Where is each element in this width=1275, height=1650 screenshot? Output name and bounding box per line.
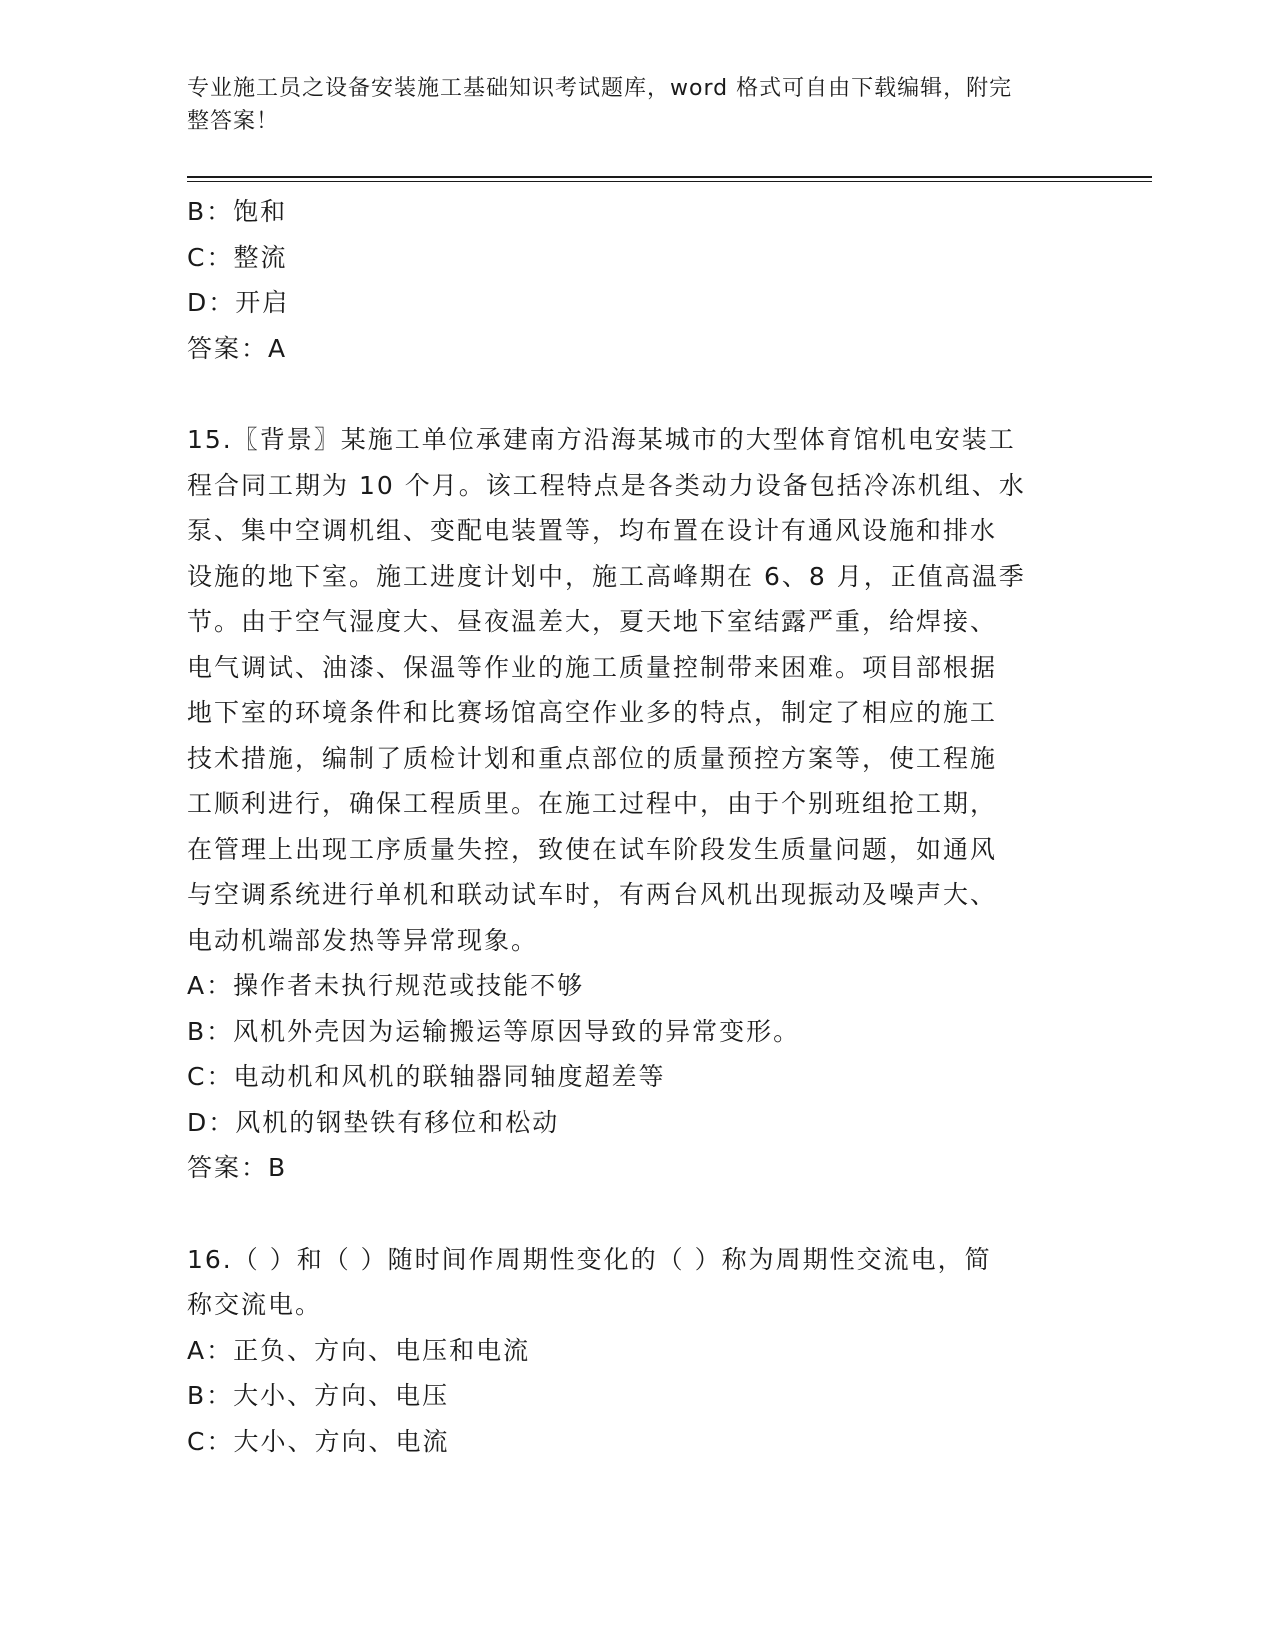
q15-stem-line: 技术措施，编制了质检计划和重点部位的质量预控方案等，使工程施 (187, 743, 998, 773)
q15-stem-line: 在管理上出现工序质量失控，致使在试车阶段发生质量问题，如通风 (187, 834, 998, 864)
question-16 (187, 1237, 1087, 1465)
q16-stem-line-2: 称交流电。 (187, 1290, 323, 1319)
q15-stem-line: 程合同工期为 10 个月。该工程特点是各类动力设备包括冷冻机组、水 (187, 470, 1026, 500)
q15-stem-line: 工顺利进行，确保工程质里。在施工过程中，由于个别班组抢工期， (187, 789, 998, 818)
header-rule-thin (187, 181, 1152, 182)
q14-option-b: B：饱和 (187, 197, 288, 226)
q14-option-d: D：开启 (187, 288, 290, 317)
q15-stem-line: 电动机端部发热等异常现象。 (187, 925, 539, 955)
q15-stem-line: 电气调试、油漆、保温等作业的施工质量控制带来困难。项目部根据 (187, 652, 998, 682)
question-spacer (187, 1191, 1087, 1237)
q15-stem-line: 泵、集中空调机组、变配电装置等，均布置在设计有通风设施和排水 (187, 516, 998, 545)
document-header (187, 72, 1067, 138)
q15-stem-line: 地下室的环境条件和比赛场馆高空作业多的特点，制定了相应的施工 (187, 698, 998, 727)
q15-stem-line: 设施的地下室。施工进度计划中，施工高峰期在 6、8 月，正值高温季 (187, 561, 1026, 591)
q15-stem-line: 与空调系统进行单机和联动试车时，有两台风机出现振动及噪声大、 (187, 880, 998, 909)
q16-option-b: B：大小、方向、电压 (187, 1381, 450, 1410)
question-15 (187, 417, 1087, 1191)
q15-option-b: B：风机外壳因为运输搬运等原因导致的异常变形。 (187, 1016, 801, 1046)
question-14-tail (187, 189, 1087, 371)
q15-stem-line: 15.〖背景〗某施工单位承建南方沿海某城市的大型体育馆机电安装工 (187, 425, 1016, 454)
header-title-line-2: 整答案！ (187, 109, 280, 134)
q16-stem-line-1: 16.（ ）和（ ）随时间作周期性变化的（ ）称为周期性交流电，简 (187, 1244, 992, 1274)
q15-answer: 答案：B (187, 1153, 288, 1182)
q14-answer: 答案：A (187, 333, 288, 363)
header-title-line-1: 专业施工员之设备安装施工基础知识考试题库，word 格式可自由下载编辑，附完 (187, 76, 1013, 101)
q14-option-c: C：整流 (187, 242, 288, 272)
header-rule-thick (187, 176, 1152, 178)
q16-option-a: A：正负、方向、电压和电流 (187, 1335, 531, 1365)
question-spacer (187, 371, 1087, 417)
q16-option-c: C：大小、方向、电流 (187, 1426, 450, 1456)
q15-option-a: A：操作者未执行规范或技能不够 (187, 971, 585, 1000)
q15-stem-line: 节。由于空气湿度大、昼夜温差大，夏天地下室结露严重，给焊接、 (187, 607, 998, 636)
q15-option-c: C：电动机和风机的联轴器同轴度超差等 (187, 1062, 666, 1091)
document-body (187, 189, 1087, 1464)
q15-option-d: D：风机的钢垫铁有移位和松动 (187, 1107, 560, 1137)
